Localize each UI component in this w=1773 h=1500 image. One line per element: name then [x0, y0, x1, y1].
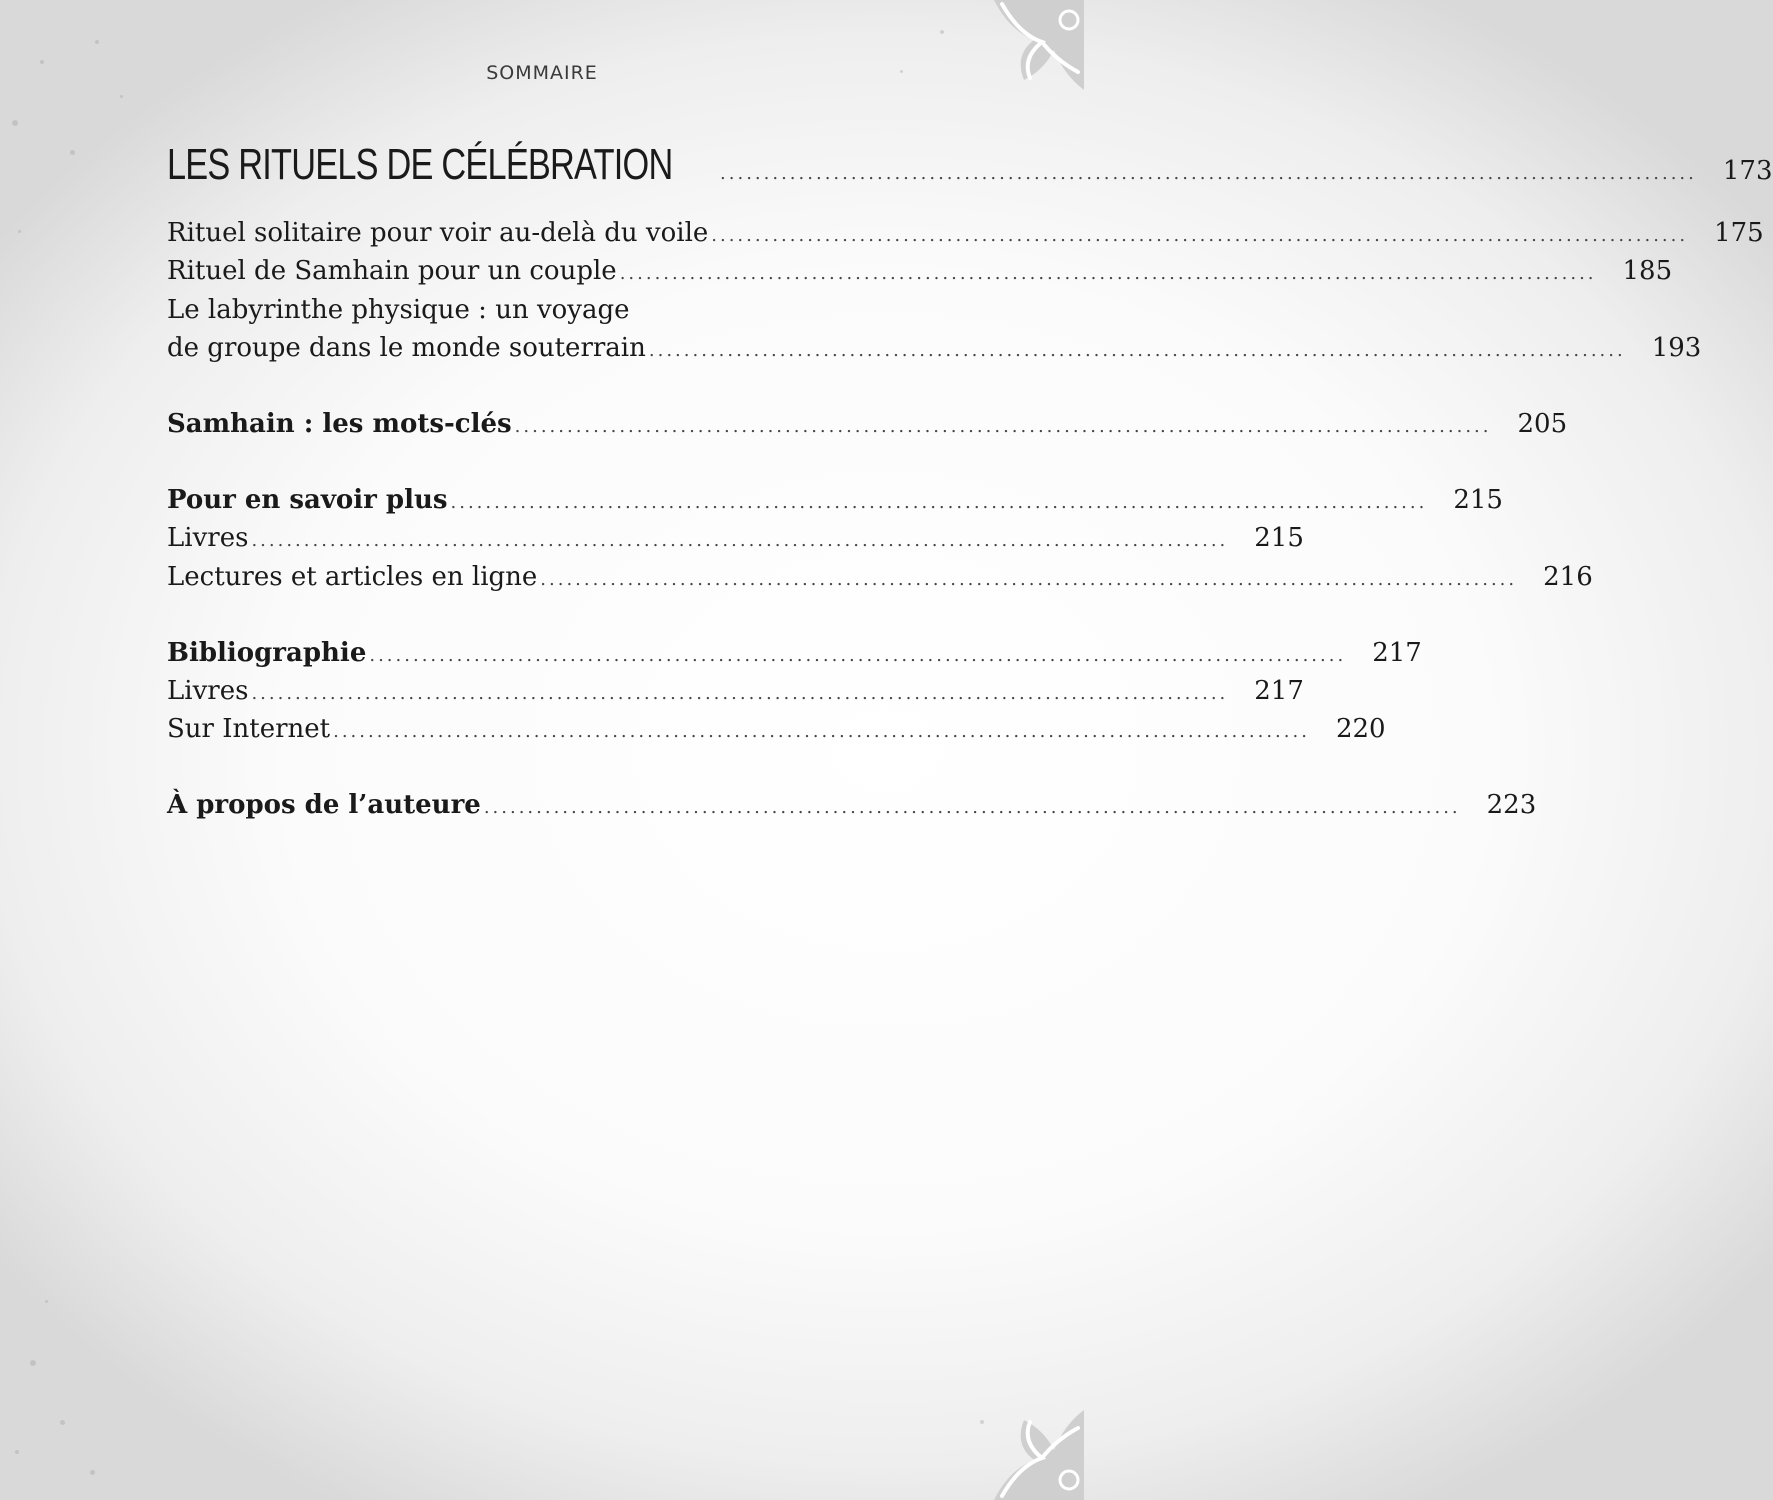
- dot-leader: ................................................................................................................: [251, 530, 1229, 551]
- chapter-title: LES RITUELS DE CÉLÉBRATION: [167, 140, 673, 189]
- dot-leader: ................................................................................................................: [251, 683, 1229, 704]
- entry-title: Livres: [167, 523, 249, 553]
- entry-title: Sur Internet: [167, 714, 331, 744]
- dot-leader: ................................................................................................................: [450, 492, 1428, 513]
- page-number: 220: [1335, 714, 1386, 744]
- dot-leader: ................................................................................................................: [333, 721, 1310, 742]
- entry-title: Rituel de Samhain pour un couple: [167, 256, 617, 286]
- page-number: 173: [1722, 156, 1773, 186]
- page-number: 215: [1254, 523, 1304, 553]
- page-number: 223: [1486, 790, 1537, 820]
- page-number: 185: [1622, 256, 1673, 286]
- toc-entry[interactable]: [167, 333, 1702, 363]
- dot-leader: ................................................................................................................: [483, 797, 1461, 818]
- dot-leader: ................................................................................................................: [720, 163, 1697, 184]
- corner-ornament-bottom: [974, 1390, 1084, 1500]
- dot-leader: ................................................................................................................: [619, 263, 1597, 284]
- entry-title: Livres: [167, 676, 249, 706]
- dot-leader: ................................................................................................................: [540, 569, 1518, 590]
- corner-ornament-top: [974, 0, 1084, 110]
- page-number: 215: [1453, 485, 1503, 515]
- entry-title-line-1[interactable]: Le labyrinthe physique : un voyage: [167, 295, 630, 325]
- dot-leader: ................................................................................................................: [514, 416, 1492, 437]
- toc-entry[interactable]: [167, 676, 1304, 706]
- toc-section-savoir-plus[interactable]: [167, 485, 1503, 515]
- dot-leader: ................................................................................................................: [648, 340, 1626, 361]
- page-number: 216: [1543, 562, 1593, 592]
- entry-title-line-2: de groupe dans le monde souterrain: [167, 333, 646, 363]
- toc-entry[interactable]: [167, 256, 1673, 286]
- toc-entry[interactable]: [167, 523, 1304, 553]
- toc-chapter-rituels[interactable]: [167, 140, 1773, 190]
- toc-section-bibliographie[interactable]: [167, 638, 1422, 668]
- page-number: 175: [1714, 218, 1764, 248]
- section-title: Pour en savoir plus: [167, 485, 448, 515]
- running-head: SOMMAIRE: [486, 62, 598, 84]
- page-number: 217: [1372, 638, 1422, 668]
- page-number: 193: [1651, 333, 1702, 363]
- page-number: 217: [1254, 676, 1304, 706]
- section-title: À propos de l’auteure: [167, 790, 481, 820]
- dot-leader: ................................................................................................................: [711, 225, 1689, 246]
- toc-entry[interactable]: [167, 218, 1764, 248]
- section-title: Samhain : les mots-clés: [167, 409, 512, 439]
- section-title: Bibliographie: [167, 638, 367, 668]
- entry-title: Rituel solitaire pour voir au-delà du voile: [167, 218, 709, 248]
- page-number: 205: [1517, 409, 1568, 439]
- toc-section-auteure[interactable]: [167, 790, 1537, 820]
- toc-entry[interactable]: [167, 714, 1386, 744]
- toc-section-mots-cles[interactable]: [167, 409, 1568, 439]
- entry-title: Lectures et articles en ligne: [167, 562, 538, 592]
- dot-leader: ................................................................................................................: [369, 645, 1347, 666]
- toc-entry[interactable]: [167, 562, 1593, 592]
